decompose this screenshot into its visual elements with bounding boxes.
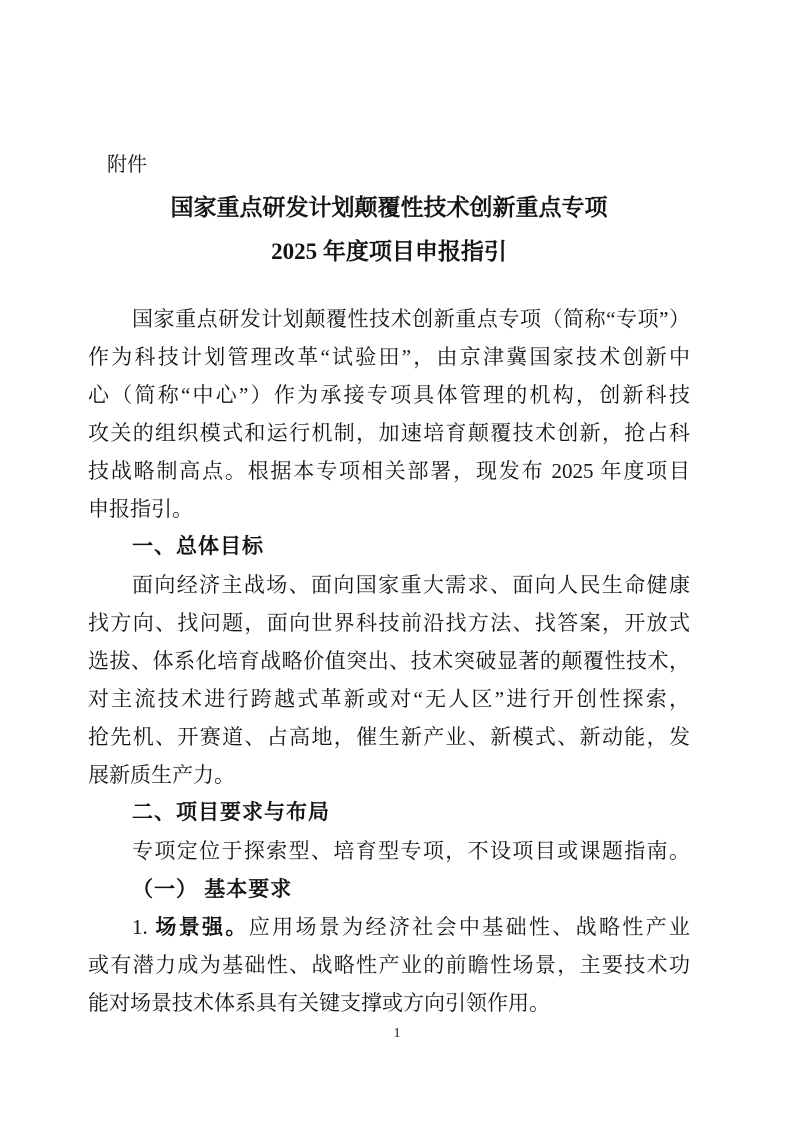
title-line-2: 2025 年度项目申报指引 bbox=[271, 239, 507, 264]
title-line-1: 国家重点研发计划颠覆性技术创新重点专项 bbox=[170, 195, 608, 220]
list-item-line bbox=[88, 908, 690, 946]
document-title bbox=[88, 186, 690, 274]
list-item-text: 应用场景为经济社会中基础性、战略性产业 bbox=[248, 915, 691, 939]
list-item-number: 1. bbox=[132, 915, 156, 939]
paragraph-line: 面向经济主战场、面向国家重大需求、面向人民生命健康 bbox=[132, 573, 690, 597]
paragraph-line: 对主流技术进行跨越式革新或对“无人区”进行开创性探索， bbox=[88, 687, 690, 711]
paragraph-line: 抢先机、开赛道、占高地，催生新产业、新模式、新动能，发 bbox=[88, 725, 690, 749]
paragraph-line: 攻关的组织模式和运行机制，加速培育颠覆技术创新，抢占科 bbox=[88, 421, 690, 445]
document-body bbox=[88, 300, 690, 1022]
paragraph-line: 找方向、找问题，面向世界科技前沿找方法、找答案，开放式 bbox=[88, 611, 690, 635]
paragraph-line: 作为科技计划管理改革“试验田”，由京津冀国家技术创新中 bbox=[88, 345, 690, 369]
page-number: 1 bbox=[393, 1026, 401, 1041]
paragraph-line: 技战略制高点。根据本专项相关部署，现发布 2025 年度项目 bbox=[88, 459, 690, 483]
paragraph-line: 国家重点研发计划颠覆性技术创新重点专项（简称“专项”） bbox=[132, 307, 690, 331]
paragraph-line: 能对场景技术体系具有关键支撑或方向引领作用。 bbox=[88, 991, 550, 1015]
paragraph-line: 展新质生产力。 bbox=[88, 763, 235, 787]
section-heading-2: 二、项目要求与布局 bbox=[132, 801, 330, 824]
paragraph-line: 或有潜力成为基础性、战略性产业的前瞻性场景，主要技术功 bbox=[88, 953, 690, 977]
emphasis-term: 场景强。 bbox=[155, 915, 249, 939]
paragraph-line: 心（简称“中心”）作为承接专项具体管理的机构，创新科技 bbox=[88, 383, 690, 407]
attachment-label: 附件 bbox=[107, 154, 147, 176]
paragraph-line: 专项定位于探索型、培育型专项，不设项目或课题指南。 bbox=[132, 839, 690, 863]
subsection-heading: （一） 基本要求 bbox=[132, 877, 293, 901]
section-heading-1: 一、总体目标 bbox=[132, 535, 264, 558]
paragraph-line: 申报指引。 bbox=[88, 497, 193, 521]
paragraph-line: 选拔、体系化培育战略价值突出、技术突破显著的颠覆性技术， bbox=[88, 649, 690, 673]
